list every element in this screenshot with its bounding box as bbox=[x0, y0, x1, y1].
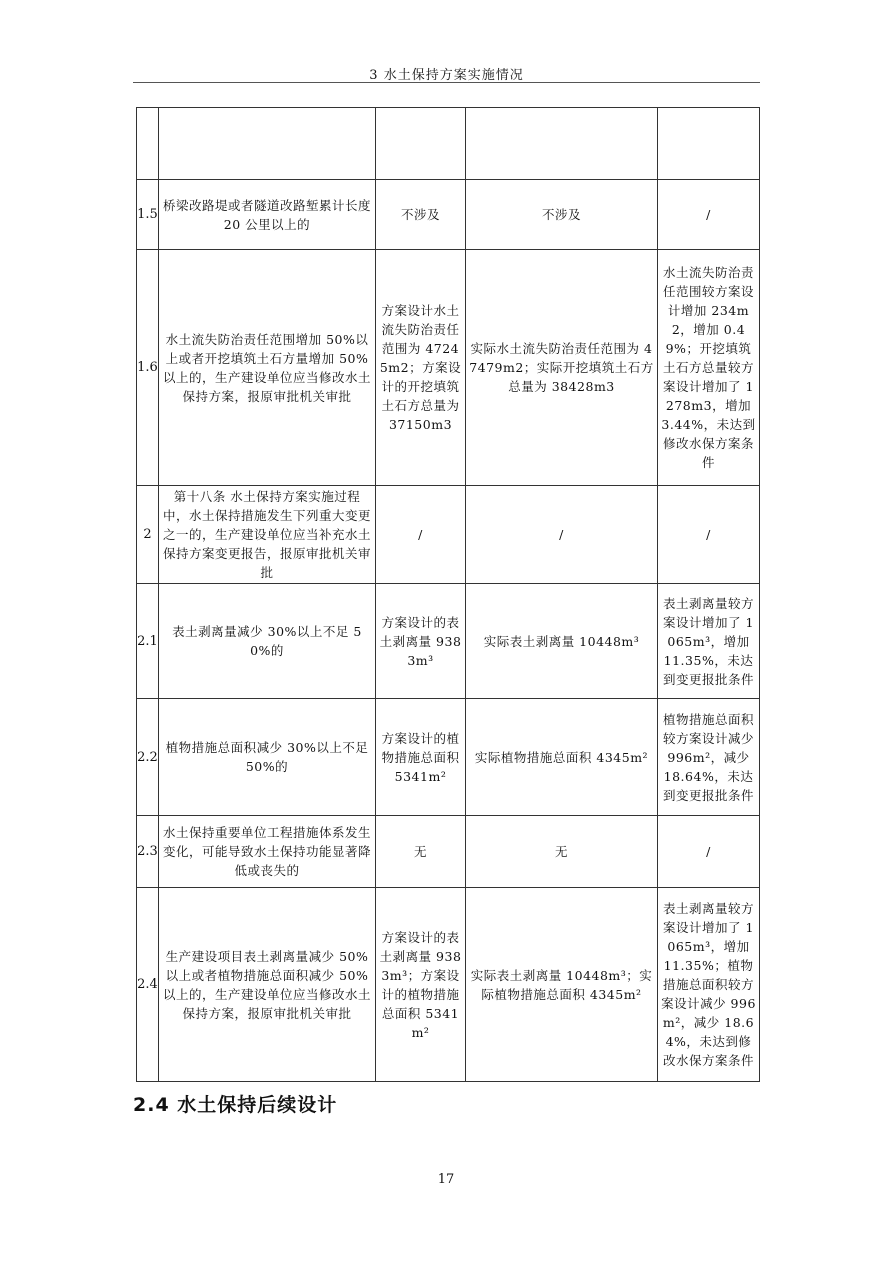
cell-no: 2.1 bbox=[137, 584, 159, 699]
cell-item bbox=[159, 108, 376, 180]
table-row bbox=[137, 816, 760, 888]
cell-actual: 实际水土流失防治责任范围为 47479m2；实际开挖填筑土石方总量为 38428m3 bbox=[466, 250, 658, 486]
cell-item: 桥梁改路堤或者隧道改路堑累计长度 20 公里以上的 bbox=[159, 180, 376, 250]
cell-item: 生产建设项目表土剥离量减少 50%以上或者植物措施总面积减少 50%以上的，生产建设单位应当修改水土保持方案，报原审批机关审批 bbox=[159, 888, 376, 1082]
cell-remark bbox=[658, 108, 760, 180]
cell-remark: 表土剥离量较方案设计增加了 1065m³，增加 11.35%，未达到变更报批条件 bbox=[658, 584, 760, 699]
table-row bbox=[137, 250, 760, 486]
cell-no: 2.3 bbox=[137, 816, 159, 888]
cell-remark: / bbox=[658, 816, 760, 888]
cell-plan: 无 bbox=[376, 816, 466, 888]
cell-plan: 方案设计的表土剥离量 9383m³；方案设计的植物措施总面积 5341m² bbox=[376, 888, 466, 1082]
cell-no bbox=[137, 108, 159, 180]
table-row bbox=[137, 699, 760, 816]
table-row bbox=[137, 108, 760, 180]
table-row bbox=[137, 584, 760, 699]
cell-actual: 不涉及 bbox=[466, 180, 658, 250]
table-row bbox=[137, 180, 760, 250]
cell-remark: / bbox=[658, 486, 760, 584]
cell-no: 2.2 bbox=[137, 699, 159, 816]
cell-item: 水土流失防治责任范围增加 50%以上或者开挖填筑土石方量增加 50%以上的，生产建设单位应当修改水土保持方案，报原审批机关审批 bbox=[159, 250, 376, 486]
cell-plan: 方案设计的植物措施总面积 5341m² bbox=[376, 699, 466, 816]
cell-actual: / bbox=[466, 486, 658, 584]
cell-no: 1.6 bbox=[137, 250, 159, 486]
cell-plan: / bbox=[376, 486, 466, 584]
page-header: 3 水土保持方案实施情况 bbox=[369, 68, 524, 83]
cell-plan: 方案设计水土流失防治责任范围为 47245m2；方案设计的开挖填筑土石方总量为 37150m3 bbox=[376, 250, 466, 486]
cell-plan bbox=[376, 108, 466, 180]
cell-actual: 实际表土剥离量 10448m³；实际植物措施总面积 4345m² bbox=[466, 888, 658, 1082]
cell-actual: 实际表土剥离量 10448m³ bbox=[466, 584, 658, 699]
cell-actual: 无 bbox=[466, 816, 658, 888]
cell-remark: 植物措施总面积较方案设计减少 996m²，减少 18.64%，未达到变更报批条件 bbox=[658, 699, 760, 816]
cell-remark: / bbox=[658, 180, 760, 250]
cell-item: 第十八条 水土保持方案实施过程中，水土保持措施发生下列重大变更之一的，生产建设单位应当补充水土保持方案变更报告，报原审批机关审批 bbox=[159, 486, 376, 584]
header-rule bbox=[133, 82, 760, 83]
cell-item: 水土保持重要单位工程措施体系发生变化，可能导致水土保持功能显著降低或丧失的 bbox=[159, 816, 376, 888]
cell-remark: 水土流失防治责任范围较方案设计增加 234m2，增加 0.49%；开挖填筑土石方总量较方案设计增加了 1278m3，增加 3.44%，未达到修改水保方案条件 bbox=[658, 250, 760, 486]
cell-actual bbox=[466, 108, 658, 180]
cell-no: 2 bbox=[137, 486, 159, 584]
table-body bbox=[137, 108, 760, 1082]
compliance-table bbox=[136, 107, 760, 1082]
cell-no: 1.5 bbox=[137, 180, 159, 250]
cell-no: 2.4 bbox=[137, 888, 159, 1082]
cell-item: 表土剥离量减少 30%以上不足 50%的 bbox=[159, 584, 376, 699]
cell-remark: 表土剥离量较方案设计增加了 1065m³，增加 11.35%；植物措施总面积较方案设计减少 996m²，减少 18.64%，未达到修改水保方案条件 bbox=[658, 888, 760, 1082]
cell-item: 植物措施总面积减少 30%以上不足 50%的 bbox=[159, 699, 376, 816]
section-heading: 2.4 水土保持后续设计 bbox=[133, 1094, 338, 1116]
cell-actual: 实际植物措施总面积 4345m² bbox=[466, 699, 658, 816]
cell-plan: 不涉及 bbox=[376, 180, 466, 250]
table-row bbox=[137, 486, 760, 584]
table-row bbox=[137, 888, 760, 1082]
cell-plan: 方案设计的表土剥离量 9383m³ bbox=[376, 584, 466, 699]
page-number: 17 bbox=[437, 1172, 455, 1187]
